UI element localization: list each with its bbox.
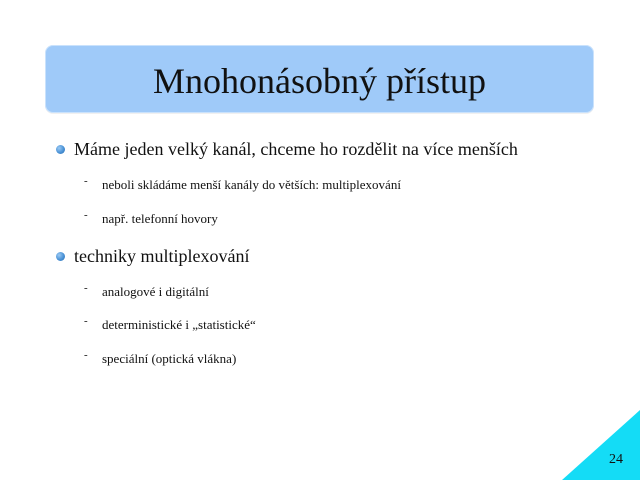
bullet-item	[56, 245, 249, 267]
bullet-text: techniky multiplexování	[74, 245, 250, 266]
dash-icon: -	[84, 175, 88, 187]
corner-decoration	[562, 410, 640, 480]
sub-bullet-item	[84, 283, 209, 301]
dash-icon: -	[84, 282, 88, 294]
title-banner	[45, 45, 594, 113]
sub-bullet-item	[84, 176, 401, 194]
sub-bullet-text: neboli skládáme menší kanály do větších: multiplexování	[102, 177, 401, 192]
bullet-dot-icon	[56, 145, 65, 154]
slide-title: Mnohonásobný přístup	[153, 61, 486, 101]
dash-icon: -	[84, 349, 88, 361]
sub-bullet-item	[84, 316, 256, 334]
page-number: 24	[609, 452, 623, 467]
sub-bullet-item	[84, 210, 218, 228]
dash-icon: -	[84, 315, 88, 327]
bullet-item	[56, 138, 518, 160]
sub-bullet-text: např. telefonní hovory	[102, 211, 218, 226]
bullet-text: Máme jeden velký kanál, chceme ho rozdělit na více menších	[74, 138, 518, 159]
sub-bullet-item	[84, 350, 236, 368]
sub-bullet-text: deterministické i „statistické“	[102, 317, 256, 332]
sub-bullet-text: analogové i digitální	[102, 284, 209, 299]
dash-icon: -	[84, 209, 88, 221]
sub-bullet-text: speciální (optická vlákna)	[102, 351, 237, 366]
bullet-dot-icon	[56, 252, 65, 261]
